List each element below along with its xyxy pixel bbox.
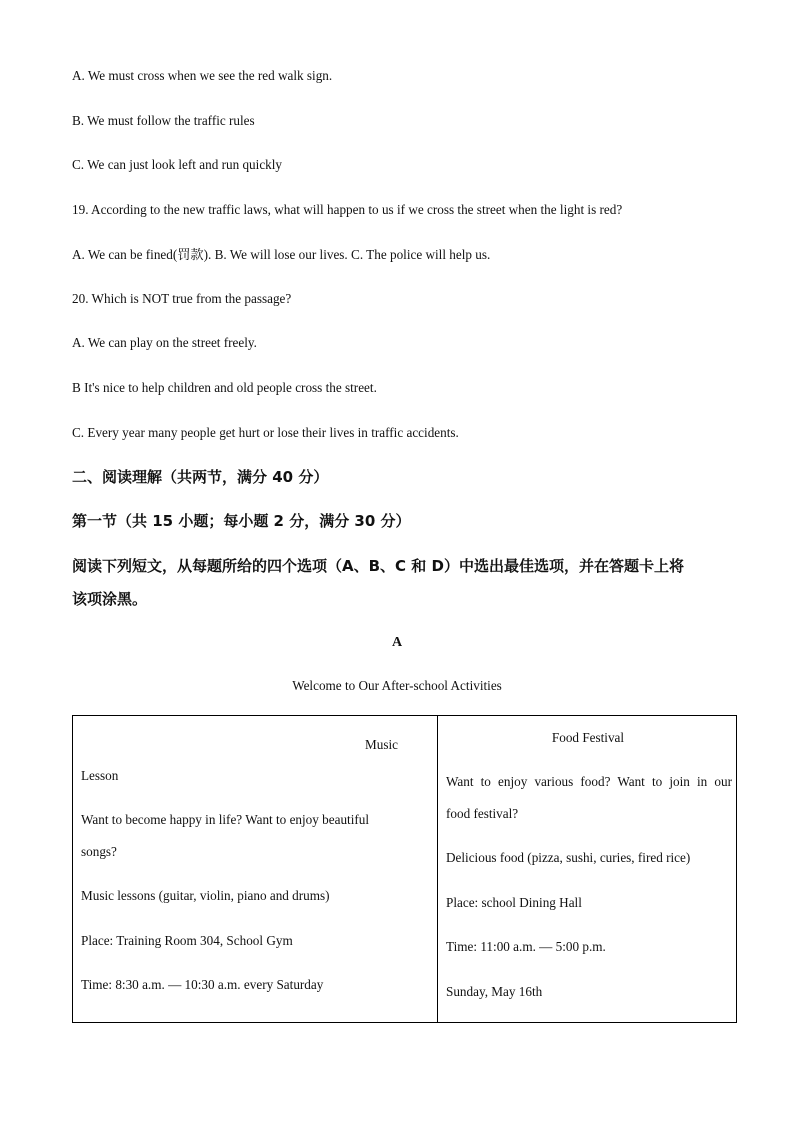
music-place: Place: Training Room 304, School Gym [81,933,293,948]
section-heading: 二、阅读理解（共两节，满分 40 分） [72,468,329,486]
food-place: Place: school Dining Hall [446,895,582,910]
passage-letter: A [391,635,403,650]
food-question-line-2: food festival? [446,806,519,821]
music-time: Time: 8:30 a.m. — 10:30 a.m. every Saturday [81,977,324,992]
q20-option-b: B It's nice to help children and old people cross the street. [72,380,377,395]
q19-stem: 19. According to the new traffic laws, what will happen to us if we cross the street when the light is red? [72,202,623,217]
food-date: Sunday, May 16th [446,984,543,999]
q19-options: A. We can be fined(罚款). B. We will lose our lives. C. The police will help us. [72,247,491,262]
food-question-line-1: Want to enjoy various food? Want to join in our [446,774,732,789]
music-lessons: Music lessons (guitar, violin, piano and drums) [81,888,330,903]
q20-stem: 20. Which is NOT true from the passage? [72,291,292,306]
passage-title: Welcome to Our After-school Activities [292,678,502,693]
instruction-line-1: 阅读下列短文，从每题所给的四个选项（A、B、C 和 D）中选出最佳选项，并在答题卡上将 [72,557,684,575]
table-divider [437,716,438,1022]
food-time: Time: 11:00 a.m. — 5:00 p.m. [446,939,606,954]
q20-option-a: A. We can play on the street freely. [72,335,257,350]
activities-table [72,715,737,1023]
music-title: Music [365,737,398,752]
music-question-line-2: songs? [81,844,117,859]
q18-option-b: B. We must follow the traffic rules [72,113,255,128]
music-title-continued: Lesson [81,768,119,783]
q18-option-a: A. We must cross when we see the red walk sign. [72,68,333,83]
food-title: Food Festival [551,730,625,745]
food-items: Delicious food (pizza, sushi, curies, fired rice) [446,850,691,865]
q20-option-c: C. Every year many people get hurt or lose their lives in traffic accidents. [72,425,459,440]
instruction-line-2: 该项涂黑。 [72,590,148,608]
music-question-line-1: Want to become happy in life? Want to enjoy beautiful [81,812,370,827]
section-subheading: 第一节（共 15 小题；每小题 2 分，满分 30 分） [72,512,411,530]
q18-option-c: C. We can just look left and run quickly [72,157,283,172]
